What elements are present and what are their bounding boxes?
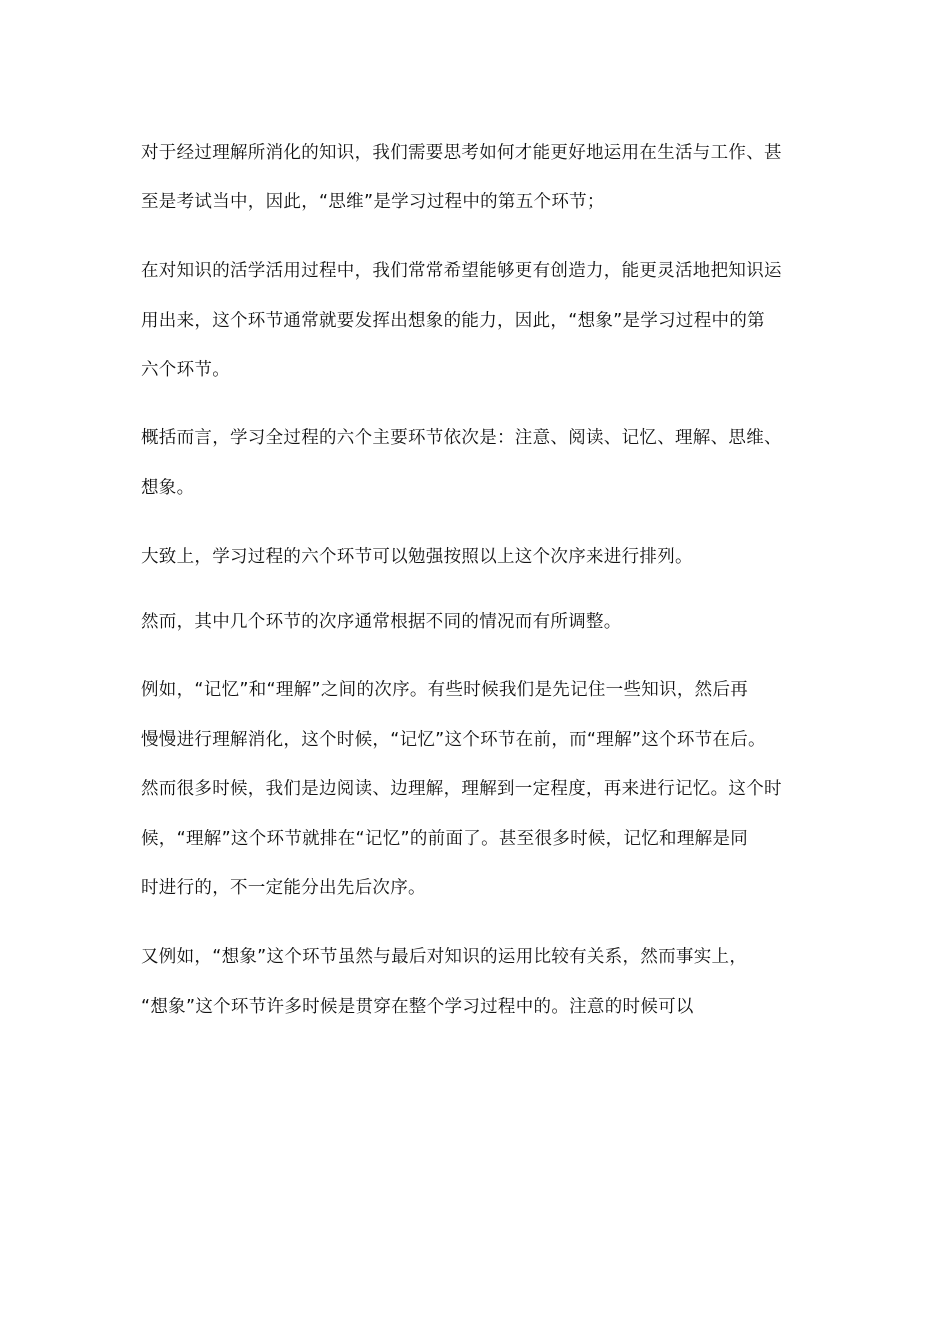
paragraph-1-line-1: 对于经过理解所消化的知识，我们需要思考如何才能更好地运用在生活与工作、甚 [141,143,782,163]
paragraph-6-line-2: 慢慢进行理解消化，这个时候，“记忆”这个环节在前，而“理解”这个环节在后。 [141,730,766,750]
paragraph-3-line-1: 概括而言，学习全过程的六个主要环节依次是：注意、阅读、记忆、理解、思维、 [141,428,782,448]
paragraph-6-line-5: 时进行的，不一定能分出先后次序。 [141,878,426,898]
paragraph-5-line-1: 然而，其中几个环节的次序通常根据不同的情况而有所调整。 [141,612,622,632]
paragraph-1-line-2: 至是考试当中，因此，“思维”是学习过程中的第五个环节； [141,192,605,212]
paragraph-3-line-2: 想象。 [141,478,195,498]
paragraph-2-line-1: 在对知识的活学活用过程中，我们常常希望能够更有创造力，能更灵活地把知识运 [141,261,782,281]
paragraph-7-line-1: 又例如，“想象”这个环节虽然与最后对知识的运用比较有关系，然而事实上， [141,947,748,967]
paragraph-6-line-4: 候，“理解”这个环节就排在“记忆”的前面了。甚至很多时候，记忆和理解是同 [141,829,749,849]
paragraph-7-line-2: “想象”这个环节许多时候是贯穿在整个学习过程中的。注意的时候可以 [141,997,694,1017]
paragraph-6-line-3: 然而很多时候，我们是边阅读、边理解，理解到一定程度，再来进行记忆。这个时 [141,779,782,799]
paragraph-2-line-3: 六个环节。 [141,360,230,380]
paragraph-2-line-2: 用出来，这个环节通常就要发挥出想象的能力，因此，“想象”是学习过程中的第 [141,311,765,331]
paragraph-6-line-1: 例如，“记忆”和“理解”之间的次序。有些时候我们是先记住一些知识，然后再 [141,680,749,700]
paragraph-4-line-1: 大致上，学习过程的六个环节可以勉强按照以上这个次序来进行排列。 [141,547,693,567]
